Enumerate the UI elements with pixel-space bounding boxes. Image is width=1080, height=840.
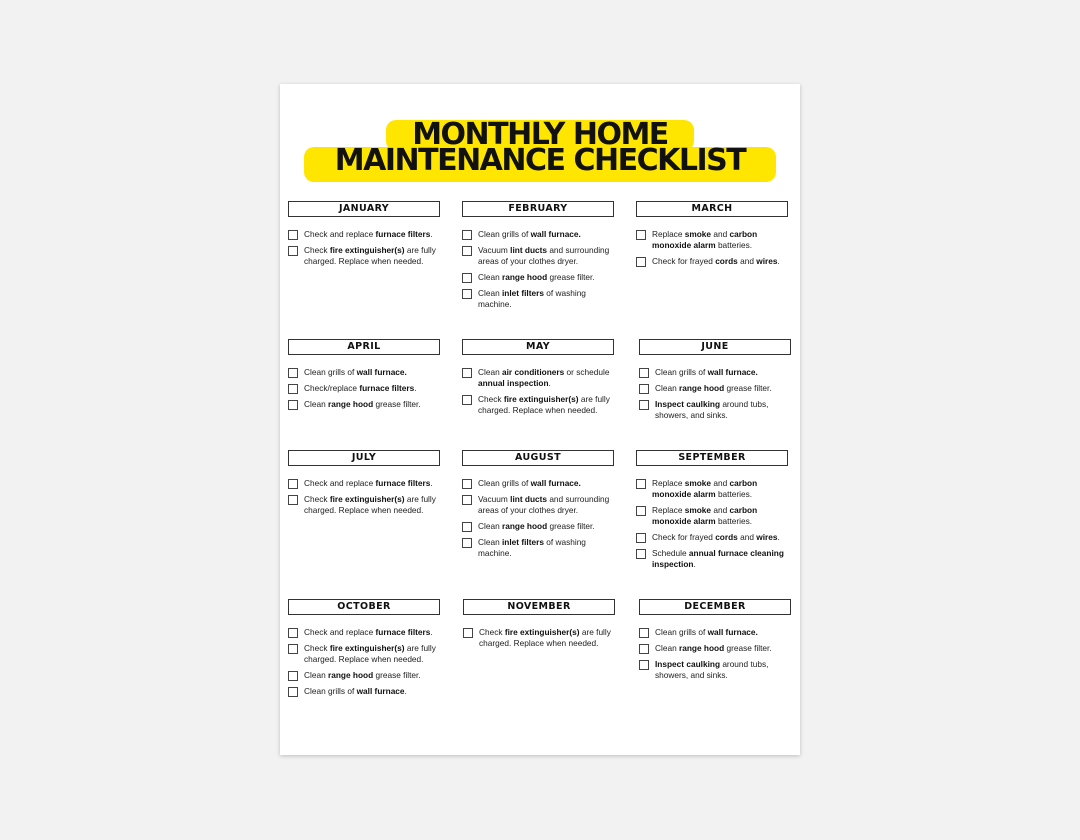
bold-text: wires (756, 532, 778, 542)
checklist-item-text (655, 659, 768, 680)
checklist-item (639, 399, 791, 421)
checklist-item-text (304, 686, 407, 696)
checklist-item-text (304, 494, 436, 515)
checkbox[interactable] (462, 522, 472, 532)
bold-text: smoke (684, 229, 712, 239)
checklist-item (462, 537, 614, 559)
bold-text: fire extinguisher(s) (504, 627, 580, 637)
bold-text: fire extinguisher(s) (503, 394, 579, 404)
checklist-item-text (304, 670, 421, 680)
task-list (462, 367, 614, 416)
month-block-august (462, 450, 614, 564)
checklist-item (288, 670, 440, 681)
checklist-item (462, 494, 614, 516)
text: Clean grills of (478, 229, 531, 239)
checkbox[interactable] (636, 479, 646, 489)
checkbox[interactable] (288, 479, 298, 489)
bold-text: wires (756, 256, 778, 266)
text: Clean (304, 670, 328, 680)
text: grease filter. (373, 399, 421, 409)
bold-text: carbon monoxide alarm (652, 478, 758, 499)
text: or schedule (564, 367, 610, 377)
bold-text: wall furnace. (707, 627, 758, 637)
text: Clean (478, 272, 502, 282)
bold-text: fire extinguisher(s) (329, 643, 405, 653)
checklist-item (636, 478, 788, 500)
checkbox[interactable] (462, 246, 472, 256)
checklist-item (639, 627, 791, 638)
bold-text: smoke (684, 478, 712, 488)
checkbox[interactable] (288, 384, 298, 394)
checklist-item (288, 367, 440, 378)
text: Check for frayed (652, 256, 716, 266)
checklist-item-text (655, 627, 758, 637)
checklist-item-text (652, 548, 784, 569)
checklist-item (288, 383, 440, 394)
checklist-item-text (478, 245, 609, 266)
bold-text: furnace filters (375, 478, 431, 488)
bold-text: air conditioners (501, 367, 565, 377)
checklist-item-text (304, 643, 436, 664)
text: Clean (478, 288, 502, 298)
bold-text: range hood (501, 521, 548, 531)
text: Check and replace (304, 478, 376, 488)
checklist-item (462, 272, 614, 283)
text: Clean grills of (478, 478, 531, 488)
checkbox[interactable] (288, 628, 298, 638)
month-header: NOVEMBER (463, 599, 615, 615)
title-line-1: MONTHLY HOME (412, 117, 668, 152)
checklist-item (462, 478, 614, 489)
text: around tubs, showers, and sinks. (655, 399, 769, 420)
checklist-item-text (304, 383, 417, 393)
task-list (636, 229, 788, 267)
month-header: JUNE (639, 339, 791, 355)
text: Clean grills of (304, 367, 357, 377)
bold-text: fire extinguisher(s) (329, 245, 405, 255)
checkbox[interactable] (288, 368, 298, 378)
checkbox[interactable] (636, 506, 646, 516)
bold-text: annual inspection (478, 378, 549, 388)
bold-text: furnace filters (375, 229, 431, 239)
text: Schedule (652, 548, 689, 558)
month-block-november (463, 599, 615, 654)
checkbox[interactable] (462, 273, 472, 283)
text: Check (304, 245, 330, 255)
month-block-december (639, 599, 791, 686)
bold-text: range hood (678, 643, 725, 653)
checklist-item-text (478, 394, 610, 415)
checklist-item-text (304, 399, 421, 409)
text: and (711, 229, 730, 239)
checklist-item-text (655, 643, 772, 653)
checklist-page (280, 84, 800, 755)
text: and surrounding areas of your clothes dryer. (478, 245, 610, 266)
text: grease filter. (373, 670, 421, 680)
text: Clean (304, 399, 328, 409)
text: are fully charged. Replace when needed. (304, 494, 436, 515)
checkbox[interactable] (288, 495, 298, 505)
checklist-item-text (655, 383, 772, 393)
text: . (548, 378, 551, 388)
checklist-item (636, 548, 788, 570)
text: and surrounding areas of your clothes dryer. (478, 494, 610, 515)
text: . (430, 627, 433, 637)
checkbox[interactable] (639, 628, 649, 638)
text: Check for frayed (652, 532, 716, 542)
month-header: OCTOBER (288, 599, 440, 615)
bold-text: Inspect caulking (655, 399, 721, 409)
checkbox[interactable] (462, 368, 472, 378)
checklist-item (288, 245, 440, 267)
checklist-item-text (478, 521, 595, 531)
checklist-item (462, 229, 614, 240)
checklist-item-text (655, 399, 768, 420)
text: Check/replace (304, 383, 360, 393)
text: and (737, 256, 757, 266)
text: Check (478, 394, 504, 404)
month-block-february (462, 201, 614, 315)
task-list (462, 229, 614, 310)
checklist-item (288, 494, 440, 516)
checklist-item (639, 367, 791, 378)
text: Check (304, 494, 330, 504)
bold-text: furnace filters (359, 383, 415, 393)
checkbox[interactable] (462, 395, 472, 405)
checkbox[interactable] (288, 230, 298, 240)
text: . (777, 256, 780, 266)
task-list (288, 229, 440, 267)
checklist-item (462, 521, 614, 532)
month-header: DECEMBER (639, 599, 791, 615)
checkbox[interactable] (639, 400, 649, 410)
task-list (288, 627, 440, 697)
checkbox[interactable] (462, 538, 472, 548)
text: Check and replace (304, 627, 376, 637)
checkbox[interactable] (636, 549, 646, 559)
text: around tubs, showers, and sinks. (655, 659, 769, 680)
checkbox[interactable] (462, 495, 472, 505)
bold-text: range hood (501, 272, 548, 282)
month-header: AUGUST (462, 450, 614, 466)
text: of washing machine. (478, 288, 586, 309)
month-block-september (636, 450, 788, 575)
bold-text: lint ducts (510, 245, 548, 255)
text: batteries. (715, 489, 753, 499)
month-block-march (636, 201, 788, 272)
bold-text: wall furnace. (530, 478, 581, 488)
bold-text: carbon monoxide alarm (652, 229, 758, 250)
bold-text: annual furnace cleaning inspection (652, 548, 784, 569)
checklist-item (288, 643, 440, 665)
checklist-item-text (478, 229, 581, 239)
text: are fully charged. Replace when needed. (479, 627, 611, 648)
text: Clean (655, 643, 679, 653)
month-block-july (288, 450, 440, 521)
checkbox[interactable] (462, 289, 472, 299)
checklist-item-text (304, 245, 436, 266)
page-title (280, 117, 800, 186)
checkbox[interactable] (288, 644, 298, 654)
task-list (639, 627, 791, 681)
text: . (777, 532, 780, 542)
checklist-item-text (478, 537, 586, 558)
checklist-item (462, 288, 614, 310)
checklist-item-text (479, 627, 611, 648)
checklist-item (462, 367, 614, 389)
text: grease filter. (724, 643, 772, 653)
title-line-2: MAINTENANCE CHECKLIST (334, 143, 746, 178)
text: Vacuum (478, 494, 511, 504)
month-header: JANUARY (288, 201, 440, 217)
checkbox[interactable] (636, 230, 646, 240)
text: Clean grills of (655, 367, 708, 377)
checklist-item (639, 659, 791, 681)
text: grease filter. (724, 383, 772, 393)
text: . (430, 478, 433, 488)
checklist-item-text (478, 288, 586, 309)
checkbox[interactable] (288, 246, 298, 256)
checkbox[interactable] (639, 660, 649, 670)
task-list (639, 367, 791, 421)
text: and (737, 532, 757, 542)
checkbox[interactable] (636, 533, 646, 543)
month-block-april (288, 339, 440, 415)
month-header: JULY (288, 450, 440, 466)
checklist-item (288, 399, 440, 410)
text: Replace (652, 478, 685, 488)
checkbox[interactable] (463, 628, 473, 638)
bold-text: range hood (678, 383, 725, 393)
checklist-item-text (478, 367, 609, 388)
checklist-item-text (478, 494, 609, 515)
bold-text: inlet filters (501, 537, 544, 547)
bold-text: Inspect caulking (655, 659, 721, 669)
month-block-june (639, 339, 791, 426)
checkbox[interactable] (462, 230, 472, 240)
text: Check (479, 627, 505, 637)
text: Clean grills of (655, 627, 708, 637)
task-list (463, 627, 615, 649)
text: Clean (478, 537, 502, 547)
checklist-item (636, 532, 788, 543)
bold-text: carbon monoxide alarm (652, 505, 758, 526)
text: Clean grills of (304, 686, 357, 696)
text: Check and replace (304, 229, 376, 239)
month-block-october (288, 599, 440, 702)
bold-text: range hood (327, 670, 374, 680)
text: of washing machine. (478, 537, 586, 558)
checkbox[interactable] (639, 644, 649, 654)
text: Vacuum (478, 245, 511, 255)
bold-text: wall furnace. (530, 229, 581, 239)
text: Replace (652, 229, 685, 239)
checkbox[interactable] (462, 479, 472, 489)
month-header: MAY (462, 339, 614, 355)
text: . (693, 559, 696, 569)
checklist-item-text (652, 256, 780, 266)
text: batteries. (715, 240, 753, 250)
text: Clean (655, 383, 679, 393)
bold-text: lint ducts (510, 494, 548, 504)
checklist-item (288, 686, 440, 697)
checklist-item-text (652, 505, 757, 526)
checklist-item (463, 627, 615, 649)
text: . (404, 686, 407, 696)
checklist-item (462, 394, 614, 416)
text: grease filter. (547, 272, 595, 282)
checklist-item (639, 643, 791, 654)
month-block-may (462, 339, 614, 421)
checklist-item (288, 229, 440, 240)
checkbox[interactable] (639, 384, 649, 394)
text: and (711, 505, 730, 515)
bold-text: wall furnace. (707, 367, 758, 377)
checklist-item-text (655, 367, 758, 377)
task-list (288, 367, 440, 410)
checklist-item-text (304, 627, 433, 637)
task-list (288, 478, 440, 516)
bold-text: range hood (327, 399, 374, 409)
checklist-item-text (478, 272, 595, 282)
checklist-item-text (652, 229, 757, 250)
text: batteries. (715, 516, 753, 526)
text: are fully charged. Replace when needed. (304, 643, 436, 664)
checklist-item (636, 505, 788, 527)
checklist-item-text (652, 532, 780, 542)
text: . (430, 229, 433, 239)
checklist-item-text (304, 229, 433, 239)
month-header: SEPTEMBER (636, 450, 788, 466)
bold-text: fire extinguisher(s) (329, 494, 405, 504)
checkbox[interactable] (288, 400, 298, 410)
text: are fully charged. Replace when needed. (478, 394, 610, 415)
text: are fully charged. Replace when needed. (304, 245, 436, 266)
bold-text: furnace filters (375, 627, 431, 637)
bold-text: wall furnace. (356, 367, 407, 377)
checklist-item-text (304, 367, 407, 377)
checkbox[interactable] (636, 257, 646, 267)
checklist-item (639, 383, 791, 394)
month-header: FEBRUARY (462, 201, 614, 217)
text: Clean (478, 367, 502, 377)
task-list (462, 478, 614, 559)
bold-text: inlet filters (501, 288, 544, 298)
checklist-item (636, 256, 788, 267)
text: Replace (652, 505, 685, 515)
month-header: MARCH (636, 201, 788, 217)
checkbox[interactable] (288, 687, 298, 697)
month-header: APRIL (288, 339, 440, 355)
bold-text: wall furnace (356, 686, 405, 696)
bold-text: cords (715, 532, 738, 542)
checkbox[interactable] (639, 368, 649, 378)
checklist-item (288, 627, 440, 638)
bold-text: cords (715, 256, 738, 266)
checkbox[interactable] (288, 671, 298, 681)
checklist-item-text (478, 478, 581, 488)
text: . (414, 383, 417, 393)
text: Clean (478, 521, 502, 531)
task-list (636, 478, 788, 570)
bold-text: smoke (684, 505, 712, 515)
checklist-item-text (652, 478, 757, 499)
checklist-item-text (304, 478, 433, 488)
text: grease filter. (547, 521, 595, 531)
checklist-item (288, 478, 440, 489)
text: Check (304, 643, 330, 653)
checklist-item (636, 229, 788, 251)
checklist-item (462, 245, 614, 267)
month-block-january (288, 201, 440, 272)
text: and (711, 478, 730, 488)
